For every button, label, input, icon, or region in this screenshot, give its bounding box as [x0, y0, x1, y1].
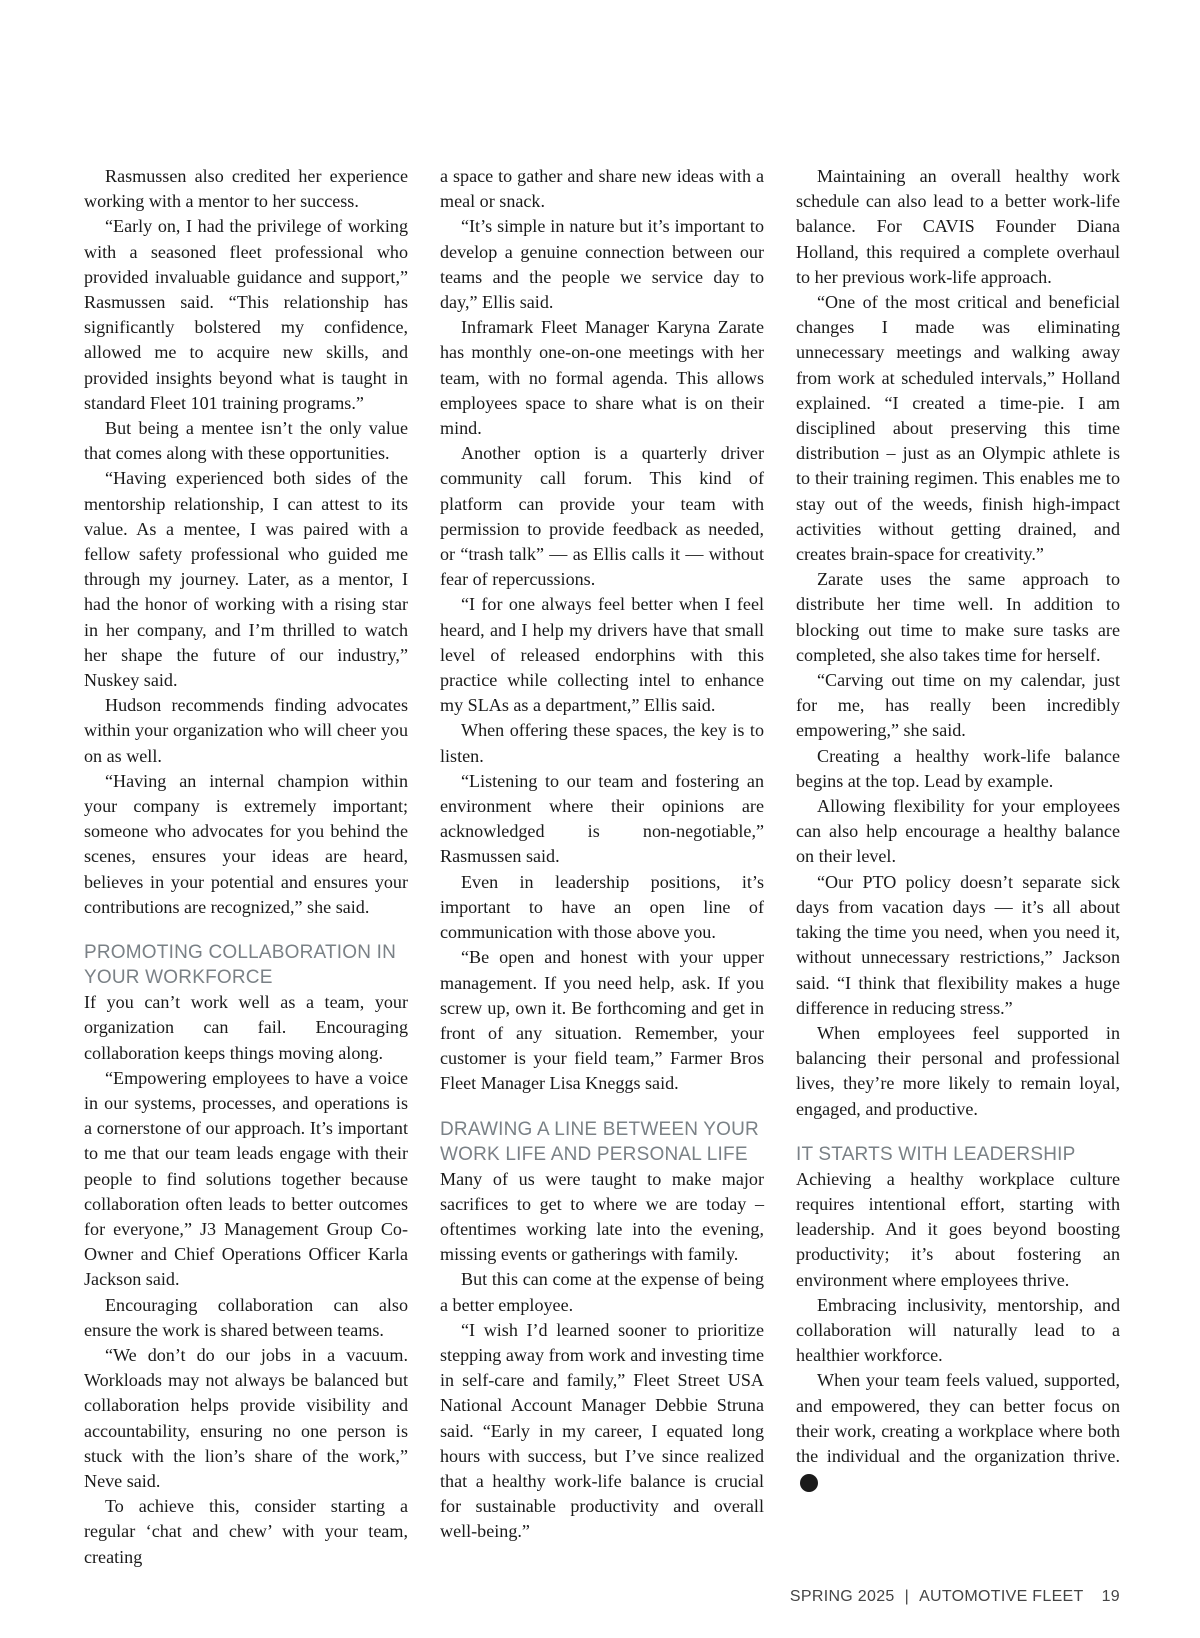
paragraph-text: Allowing flexibility for your employees can also help encourage a healthy balance on their level.: [796, 796, 1120, 867]
paragraph-text: Inframark Fleet Manager Karyna Zarate has monthly one-on-one meetings with her team, with no formal agenda. This allows employees space to share what is on their mind.: [440, 317, 764, 439]
paragraph-text: Even in leadership positions, it’s important to have an open line of communication with those above you.: [440, 871, 764, 943]
paragraph-text: “Having an internal champion within your company is extremely important; someone who advocates for you behind the scenes, ensures your ideas are heard, believes in your potential and ensures your contributions are recognized,” she said.: [84, 770, 408, 917]
paragraph-text: When employees feel supported in balancing their personal and professional lives, they’re more likely to remain loyal, engaged, and productive.: [796, 1022, 1120, 1119]
body-paragraph: [796, 1368, 1120, 1494]
body-paragraph: [796, 1167, 1120, 1293]
paragraph-text: Encouraging collaboration can also ensure the work is shared between teams.: [84, 1294, 408, 1340]
paragraph-text: “I for one always feel better when I feel heard, and I help my drivers have that small level of released endorphins with this practice while collecting intel to enhance my SLAs as a department,” Ellis said.: [440, 594, 764, 716]
body-paragraph: [796, 870, 1120, 1021]
body-paragraph: [84, 769, 408, 920]
footer-issue: SPRING 2025: [789, 1588, 895, 1605]
body-paragraph: [440, 945, 764, 1096]
body-paragraph: [84, 693, 408, 769]
body-paragraph: [440, 1318, 764, 1545]
body-paragraph: [440, 870, 764, 946]
paragraph-text: Hudson recommends finding advocates within your organization who will cheer you on as well.: [84, 695, 408, 766]
paragraph-text: “I wish I’d learned sooner to prioritize stepping away from work and investing time in self-care and family,” Fleet Street USA National Account Manager Debbie Struna said. “Early in my career, I equated long hours with success, but I’ve since realized that a healthy work-life balance is crucial for sustainable productivity and overall well-being.”: [440, 1319, 764, 1542]
paragraph-text: “Empowering employees to have a voice in our systems, processes, and operations is a cornerstone of our approach. It’s important to me that our team leads engage with their people to find solutions together because collaboration often leads to better outcomes for everyone,” J3 Management Group Co-Owner and Chief Operations Officer Karla Jackson said.: [84, 1067, 408, 1290]
body-paragraph: [440, 441, 764, 592]
paragraph-text: Another option is a quarterly driver community call forum. This kind of platform can provide your team with permission to provide feedback as needed, or “trash talk” — as Ellis calls it — without fear of repercussions.: [440, 443, 764, 590]
body-paragraph: [84, 416, 408, 466]
heading-text: DRAWING A LINE BETWEEN YOUR WORK LIFE AND PERSONAL LIFE: [440, 1118, 759, 1165]
paragraph-text: Maintaining an overall healthy work schedule can also lead to a better work-life balance. For CAVIS Founder Diana Holland, this required a complete overhaul to her previous work-life approach.: [796, 166, 1120, 287]
body-paragraph: [796, 794, 1120, 870]
paragraph-text: “One of the most critical and beneficial changes I made was eliminating unnecessary meetings and walking away from work at scheduled intervals,” Holland explained. “I created a time-pie. I am disciplined about preserving this time distribution – just as an Olympic athlete is to their training regimen. This enables me to stay out of the weeds, finish high-impact activities without getting drained, and creates brain-space for creativity.”: [796, 292, 1120, 565]
footer-separator: |: [904, 1588, 910, 1605]
paragraph-text: “Our PTO policy doesn’t separate sick days from vacation days — it’s all about taking the time you need, when you need it, without unnecessary restrictions,” Jackson said. “I think that flexibility makes a huge difference in reducing stress.”: [796, 871, 1120, 1018]
article-column-1: [84, 164, 408, 1570]
body-paragraph: [440, 315, 764, 441]
page-footer: [790, 1588, 1120, 1606]
body-paragraph: [796, 744, 1120, 794]
article-column-3: [796, 164, 1120, 1494]
body-paragraph: [84, 214, 408, 416]
body-paragraph: [796, 1293, 1120, 1369]
body-paragraph: [440, 214, 764, 315]
body-paragraph: [440, 592, 764, 718]
paragraph-text: a space to gather and share new ideas with a meal or snack.: [440, 166, 764, 212]
page-number: 19: [1101, 1588, 1120, 1605]
body-paragraph: [796, 1021, 1120, 1122]
paragraph-text: “It’s simple in nature but it’s important to develop a genuine connection between our teams and the people we service day to day,” Ellis said.: [440, 216, 764, 313]
paragraph-text: Zarate uses the same approach to distribute her time well. In addition to blocking out time to make sure tasks are completed, she also takes time for herself.: [796, 569, 1120, 665]
paragraph-text: Achieving a healthy workplace culture requires intentional effort, starting with leadership. And it goes beyond boosting productivity; it’s about fostering an environment where employees thrive.: [796, 1168, 1120, 1290]
paragraph-text: When offering these spaces, the key is to listen.: [440, 720, 764, 766]
footer-publication: AUTOMOTIVE FLEET: [919, 1588, 1084, 1605]
body-paragraph: [84, 1494, 408, 1570]
body-paragraph: [440, 164, 764, 214]
body-paragraph: [84, 1343, 408, 1494]
body-paragraph: [84, 1066, 408, 1293]
paragraph-text: If you can’t work well as a team, your organization can fail. Encouraging collaboration keeps things moving along.: [84, 992, 408, 1063]
paragraph-text: Embracing inclusivity, mentorship, and collaboration will naturally lead to a healthier workforce.: [796, 1294, 1120, 1366]
paragraph-text: To achieve this, consider starting a regular ‘chat and chew’ with your team, creating: [84, 1496, 408, 1567]
heading-text: PROMOTING COLLABORATION IN YOUR WORKFORCE: [84, 942, 397, 989]
body-paragraph: [440, 718, 764, 768]
paragraph-text: “Be open and honest with your upper management. If you need help, ask. If you screw up, own it. Be forthcoming and get in front of any situation. Remember, your customer is your field team,” Farmer Bros Fleet Manager Lisa Kneggs said.: [440, 947, 764, 1094]
paragraph-text: “Carving out time on my calendar, just for me, has really been incredibly empowering,” she said.: [796, 670, 1120, 741]
paragraph-text: “Having experienced both sides of the mentorship relationship, I can attest to its value. As a mentee, I was paired with a fellow safety professional who guided me through my journey. Later, as a mentor, I had the honor of working with a rising star in her company, and I’m thrilled to watch her shape the future of our industry,” Nuskey said.: [84, 468, 408, 691]
paragraph-text: “Early on, I had the privilege of working with a seasoned fleet professional who provided invaluable guidance and support,” Rasmussen said. “This relationship has significantly bolstered my confidence, allowed me to acquire new skills, and provided insights beyond what is taught in standard Fleet 101 training programs.”: [84, 216, 408, 413]
heading-text: IT STARTS WITH LEADERSHIP: [796, 1143, 1076, 1165]
article-end-mark-icon: AF: [800, 1474, 818, 1492]
paragraph-text: “Listening to our team and fostering an environment where their opinions are acknowledged is non-negotiable,” Rasmussen said.: [440, 770, 764, 867]
paragraph-text: When your team feels valued, supported, and empowered, they can better focus on their work, creating a workplace where both the individual and the organization thrive.: [796, 1370, 1120, 1466]
body-paragraph: [84, 164, 408, 214]
body-paragraph: [796, 164, 1120, 290]
body-paragraph: [440, 1267, 764, 1317]
body-paragraph: [796, 668, 1120, 744]
body-paragraph: [84, 990, 408, 1066]
body-paragraph: [440, 769, 764, 870]
paragraph-text: But being a mentee isn’t the only value that comes along with these opportunities.: [84, 418, 408, 464]
paragraph-text: Rasmussen also credited her experience working with a mentor to her success.: [84, 166, 408, 212]
section-heading: [84, 940, 408, 990]
body-paragraph: [84, 1293, 408, 1343]
section-heading: [796, 1142, 1120, 1167]
section-heading: [440, 1117, 764, 1167]
paragraph-text: Creating a healthy work-life balance begins at the top. Lead by example.: [796, 745, 1120, 791]
paragraph-text: “We don’t do our jobs in a vacuum. Workloads may not always be balanced but collaboration helps provide visibility and accountability, ensuring no one person is stuck with the lion’s share of the work,” Neve said.: [84, 1344, 408, 1491]
article-column-2: [440, 164, 764, 1545]
body-paragraph: [796, 290, 1120, 567]
paragraph-text: But this can come at the expense of being a better employee.: [440, 1269, 764, 1315]
body-paragraph: [440, 1167, 764, 1268]
body-paragraph: [84, 466, 408, 693]
body-paragraph: [796, 567, 1120, 668]
paragraph-text: Many of us were taught to make major sacrifices to get to where we are today – oftentimes working late into the evening, missing events or gatherings with family.: [440, 1168, 764, 1265]
